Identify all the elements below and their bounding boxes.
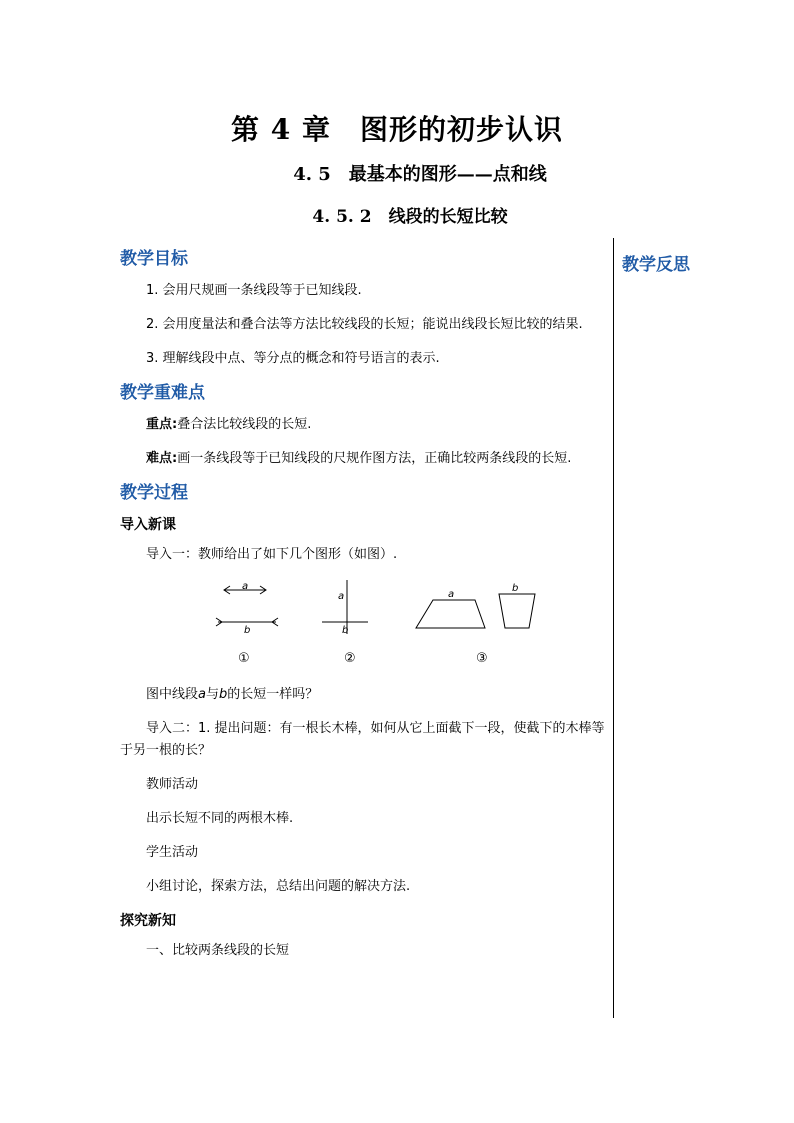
difficult-label: 难点: bbox=[146, 451, 178, 466]
figure-question bbox=[120, 684, 610, 706]
question-mid: 与 bbox=[205, 687, 219, 702]
key-point bbox=[120, 414, 610, 436]
figure-svg bbox=[120, 578, 610, 678]
chapter-title: 第 4 章 图形的初步认识 bbox=[231, 113, 563, 146]
goal-item-3: 3. 理解线段中点、等分点的概念和符号语言的表示. bbox=[146, 351, 440, 366]
goal-item-1: 1. 会用尺规画一条线段等于已知线段. bbox=[146, 283, 362, 298]
explore-item-1: 一、比较两条线段的长短 bbox=[146, 943, 290, 958]
label-b-fig2: b bbox=[342, 625, 349, 636]
student-label: 学生活动 bbox=[146, 845, 199, 860]
subsection-title: 4. 5. 2 线段的长短比较 bbox=[312, 207, 508, 227]
intro-1: 导入一：教师给出了如下几个图形（如图）. bbox=[146, 547, 398, 562]
intro-2: 导入二：1. 提出问题：有一根长木棒，如何从它上面截下一段，使截下的木棒等于另一根的长？ bbox=[120, 721, 605, 758]
column-divider bbox=[613, 238, 614, 1018]
difficult-text: 画一条线段等于已知线段的尺规作图方法，正确比较两条线段的长短. bbox=[177, 451, 572, 466]
label-a-fig1: a bbox=[242, 581, 249, 592]
question-a: a bbox=[198, 687, 206, 702]
question-prefix: 图中线段 bbox=[146, 687, 199, 702]
reflection-heading: 教学反思 bbox=[622, 255, 690, 275]
key-text: 叠合法比较线段的长短. bbox=[177, 417, 312, 432]
teacher-text: 出示长短不同的两根木棒. bbox=[146, 811, 294, 826]
process-heading: 教学过程 bbox=[120, 483, 188, 503]
goals-heading: 教学目标 bbox=[120, 249, 188, 269]
explore-heading: 探究新知 bbox=[120, 913, 176, 929]
label-a-fig3: a bbox=[448, 589, 455, 600]
section-title: 4. 5 最基本的图形——点和线 bbox=[293, 164, 547, 185]
intro-heading: 导入新课 bbox=[120, 517, 176, 533]
figure-number-1: ① bbox=[238, 651, 250, 666]
figure-number-2: ② bbox=[344, 651, 356, 666]
teacher-label: 教师活动 bbox=[146, 777, 199, 792]
figure-number-3: ③ bbox=[476, 651, 488, 666]
keypoints-heading: 教学重难点 bbox=[120, 383, 205, 403]
label-b-fig3: b bbox=[512, 583, 519, 594]
key-label: 重点: bbox=[146, 417, 178, 432]
label-b-fig1: b bbox=[244, 625, 251, 636]
main-content bbox=[120, 246, 610, 974]
question-suffix: 的长短一样吗？ bbox=[227, 687, 319, 702]
difficult-point bbox=[120, 448, 610, 470]
label-a-fig2: a bbox=[338, 591, 345, 602]
figure-segments bbox=[120, 578, 610, 678]
goal-item-2: 2. 会用度量法和叠合法等方法比较线段的长短；能说出线段长短比较的结果. bbox=[146, 317, 583, 332]
question-b: b bbox=[219, 687, 228, 702]
student-text: 小组讨论，探索方法，总结出问题的解决方法. bbox=[146, 879, 411, 894]
